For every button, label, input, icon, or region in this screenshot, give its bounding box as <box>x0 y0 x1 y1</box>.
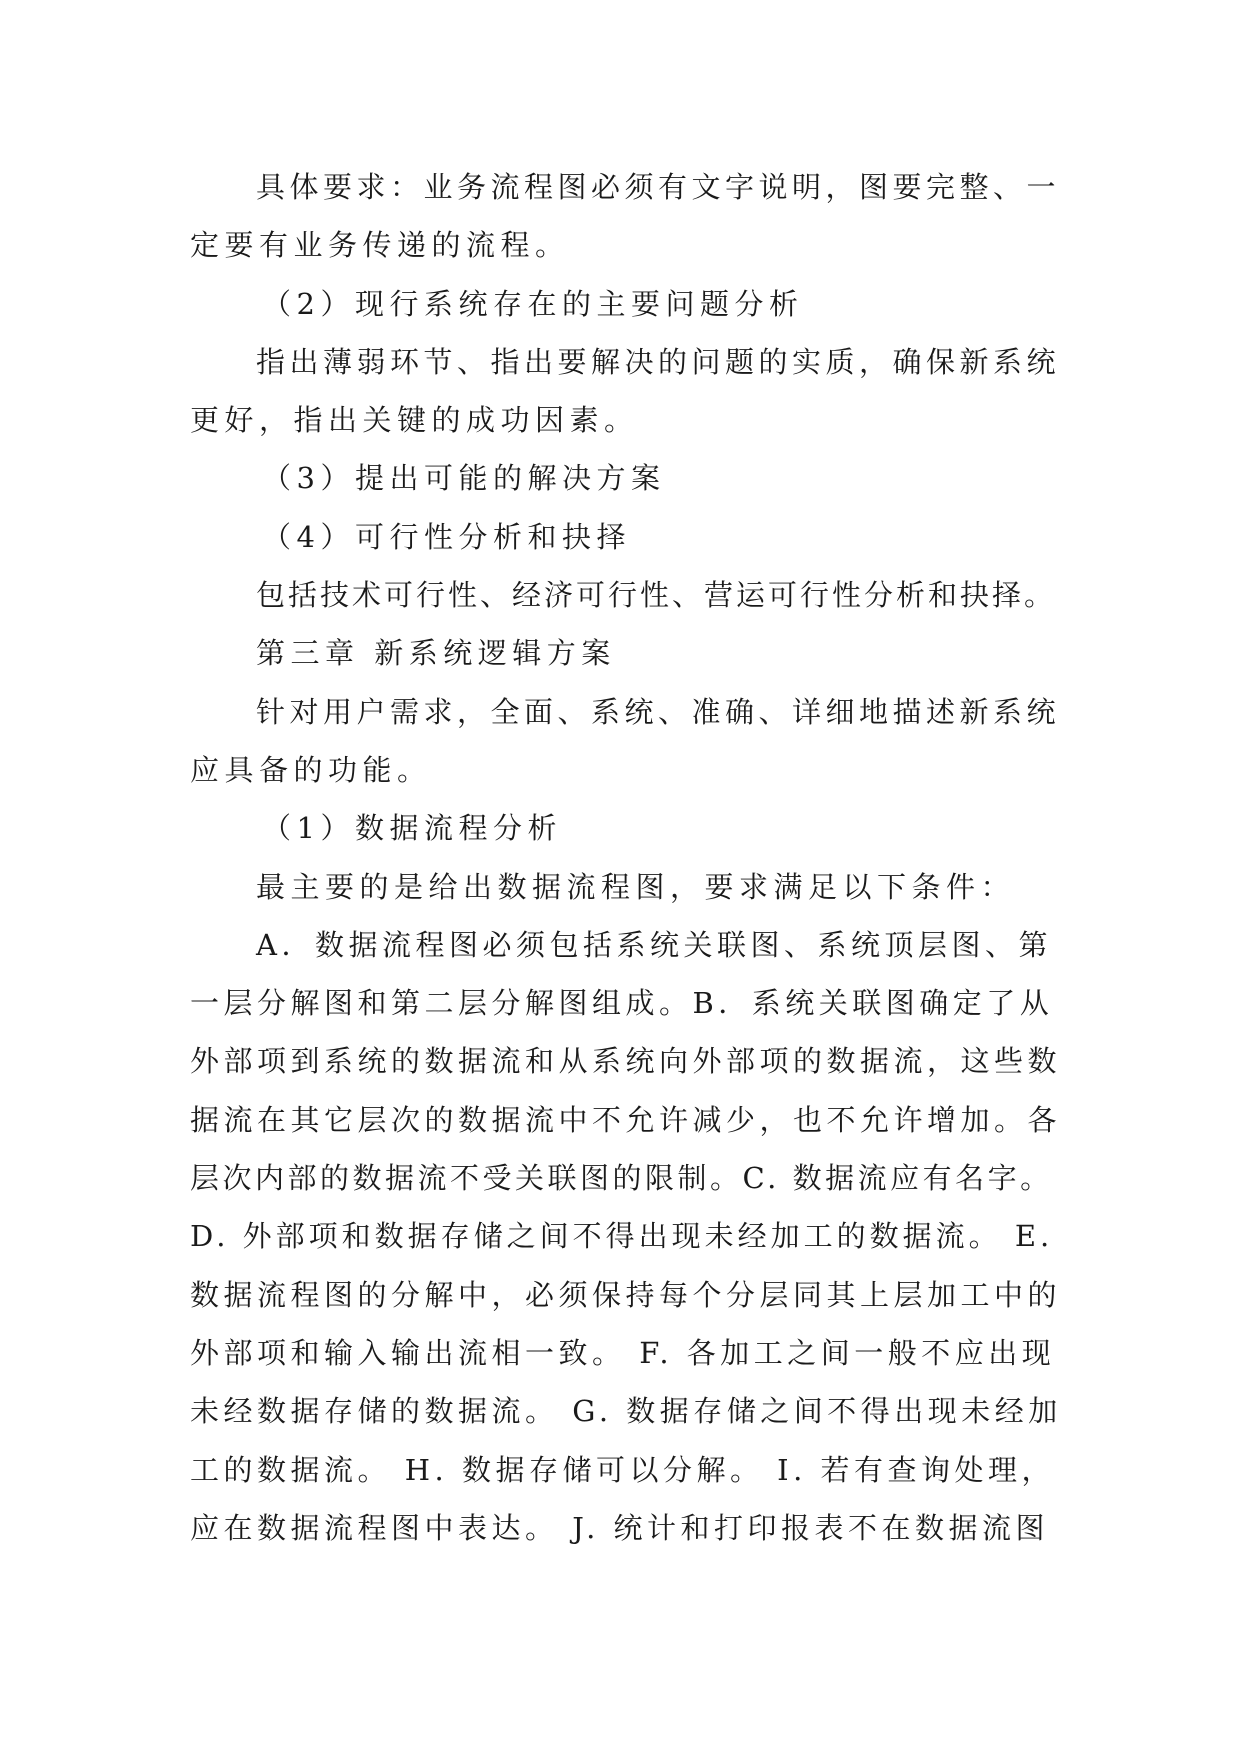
paragraph-line: 包括技术可行性、经济可行性、营运可行性分析和抉择。 <box>256 578 1057 613</box>
paragraph-line: 一层分解图和第二层分解图组成。B．系统关联图确定了从 <box>190 986 1054 1021</box>
body-text <box>190 158 1062 1557</box>
paragraph-line: 针对用户需求，全面、系统、准确、详细地描述新系统 <box>256 694 1061 729</box>
paragraph-line: 层次内部的数据流不受关联图的限制。C. 数据流应有名字。 <box>190 1161 1053 1196</box>
paragraph-line: 应在数据流程图中表达。 J. 统计和打印报表不在数据流图 <box>190 1510 1050 1545</box>
paragraph-line: D. 外部项和数据存储之间不得出现未经加工的数据流。 E. <box>190 1219 1054 1254</box>
section-heading: （4）可行性分析和抉择 <box>262 519 631 554</box>
paragraph-line: 应具备的功能。 <box>190 752 432 787</box>
paragraph-line: 数据流程图的分解中，必须保持每个分层同其上层加工中的 <box>190 1277 1062 1312</box>
section-heading: （3）提出可能的解决方案 <box>262 461 666 496</box>
paragraph-line: 工的数据流。 H. 数据存储可以分解。 I. 若有查询处理， <box>190 1452 1056 1487</box>
paragraph-line: 更好，指出关键的成功因素。 <box>190 403 639 438</box>
paragraph-line: 具体要求：业务流程图必须有文字说明，图要完整、一 <box>256 170 1061 204</box>
paragraph-line: 据流在其它层次的数据流中不允许减少，也不允许增加。各 <box>190 1102 1062 1137</box>
paragraph-line: 定要有业务传递的流程。 <box>190 228 570 263</box>
paragraph-line: 指出薄弱环节、指出要解决的问题的实质，确保新系统 <box>256 344 1061 379</box>
chapter-heading: 第三章 新系统逻辑方案 <box>256 636 616 671</box>
section-heading: （2）现行系统存在的主要问题分析 <box>262 286 804 321</box>
section-heading: （1）数据流程分析 <box>262 811 562 846</box>
paragraph-line: A．数据流程图必须包括系统关联图、系统顶层图、第 <box>256 927 1052 962</box>
paragraph-line: 未经数据存储的数据流。 G. 数据存储之间不得出现未经加 <box>190 1394 1062 1429</box>
paragraph-line: 最主要的是给出数据流程图，要求满足以下条件： <box>256 869 1016 904</box>
paragraph-line: 外部项到系统的数据流和从系统向外部项的数据流，这些数 <box>190 1044 1062 1079</box>
paragraph-line: 外部项和输入输出流相一致。 F. 各加工之间一般不应出现 <box>190 1335 1056 1370</box>
